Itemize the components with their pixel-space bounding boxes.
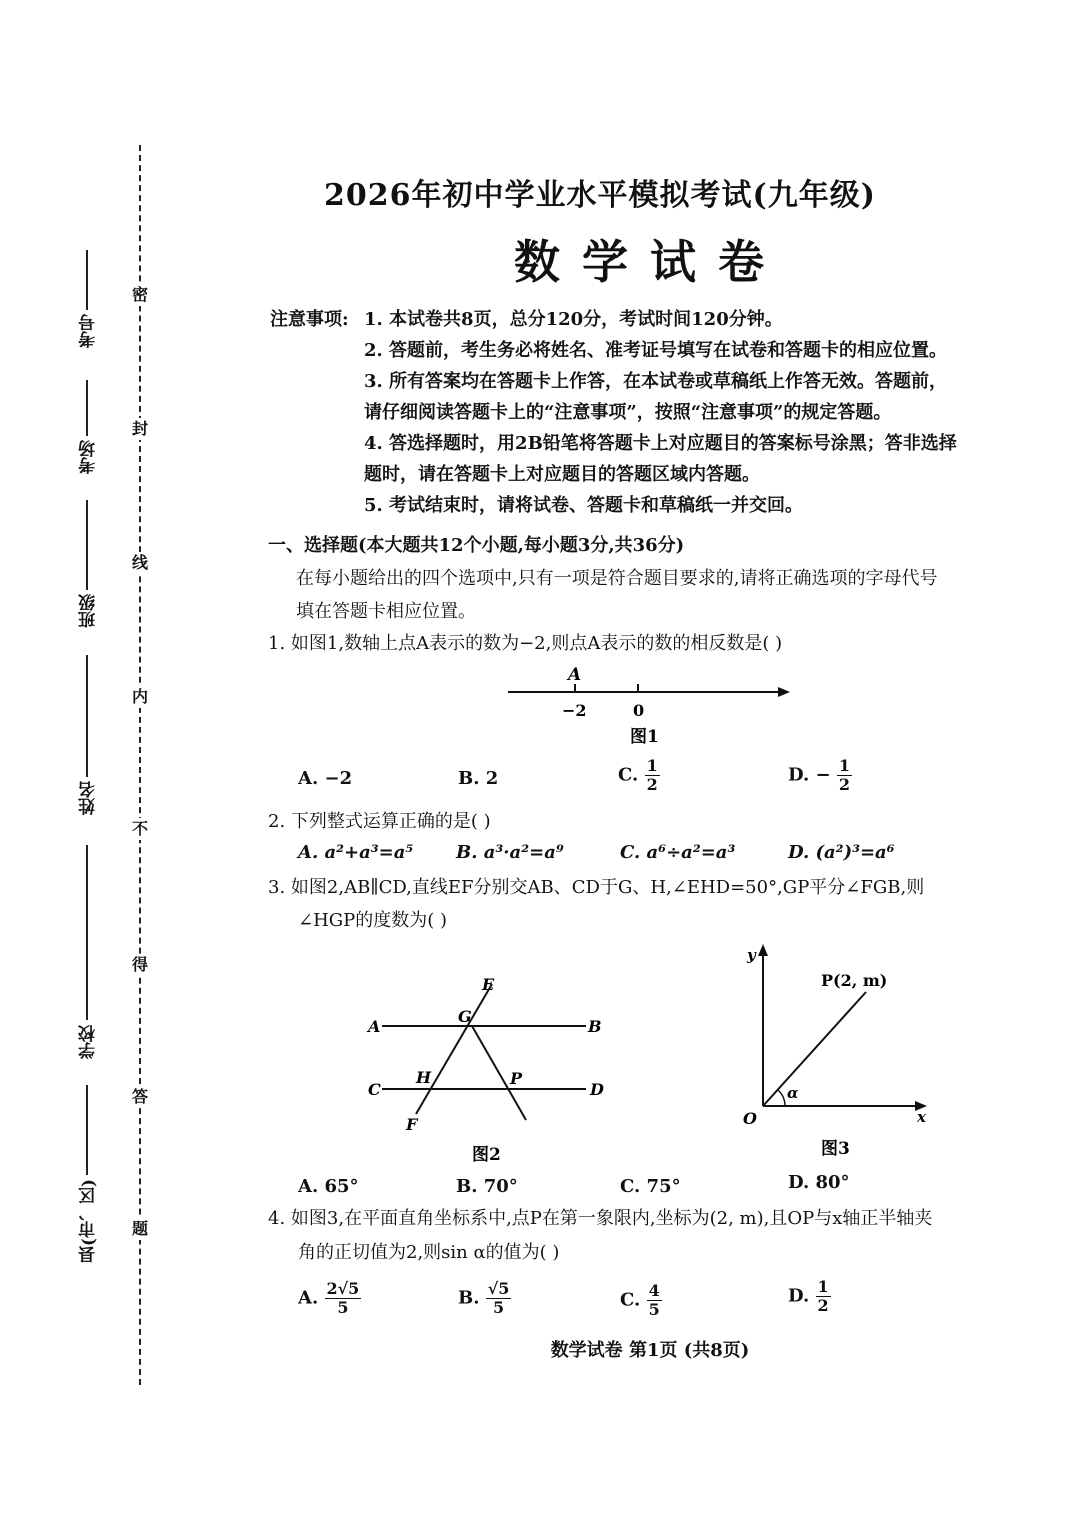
notice-item-3-cont: 请仔细阅读答题卡上的“注意事项”，按照“注意事项”的规定答题。	[364, 402, 892, 423]
q2-option-b[interactable]: B. a³·a²=a⁹	[456, 842, 564, 863]
fig2-label-d: D	[590, 1080, 604, 1099]
notice-label: 注意事项:	[270, 309, 349, 330]
fig3-label-p: P(2, m)	[821, 971, 888, 990]
q1-option-b[interactable]: B. 2	[458, 768, 499, 789]
page-footer: 数学试卷 第1页 (共8页)	[550, 1340, 750, 1361]
q1-option-c[interactable]: C. $\frac{1}{2}$	[618, 756, 658, 794]
q3-option-d[interactable]: D. 80°	[788, 1172, 850, 1193]
notice-item-2: 2. 答题前，考生务必将姓名、准考证号填写在试卷和答题卡的相应位置。	[364, 340, 948, 361]
seal-char-1: 密	[131, 285, 148, 304]
q3-option-a[interactable]: A. 65°	[298, 1176, 359, 1197]
q4-c-fraction: $\frac{4}{5}$	[648, 1281, 660, 1319]
q3-stem-line-1: 3. 如图2,AB∥CD,直线EF分别交AB、CD于G、H,∠EHD=50°,GP平分∠FGB,则	[268, 877, 925, 898]
fig1-caption: 图1	[630, 727, 659, 747]
q2-option-d[interactable]: D. (a²)³=a⁶	[788, 842, 895, 863]
q1-c-fraction: $\frac{1}{2}$	[646, 756, 658, 794]
notice-item-1: 1. 本试卷共8页，总分120分，考试时间120分钟。	[364, 309, 783, 330]
seal-char-3: 线	[131, 553, 148, 572]
class-field[interactable]: 班级	[58, 500, 108, 640]
q1-d-fraction: $\frac{1}{2}$	[838, 756, 851, 794]
q4-option-d[interactable]: D. $\frac{1}{2}$	[788, 1277, 829, 1315]
fig3-caption: 图3	[821, 1139, 850, 1159]
q4-b-fraction: $\frac{√5}{5}$	[487, 1279, 510, 1317]
q3-option-b[interactable]: B. 70°	[456, 1176, 518, 1197]
figure-3-coordinate-plane	[735, 938, 945, 1163]
q3-stem-line-2: ∠HGP的度数为( )	[298, 910, 448, 931]
notice-item-3: 3. 所有答案均在答题卡上作答，在本试卷或草稿纸上作答无效。答题前，	[364, 371, 948, 392]
figure-1-number-line	[500, 662, 800, 752]
q4-option-c[interactable]: C. $\frac{4}{5}$	[620, 1281, 660, 1319]
q4-a-fraction: $\frac{2√5}{5}$	[326, 1279, 360, 1317]
fig2-label-h: H	[416, 1068, 432, 1087]
fig2-label-e: E	[482, 975, 495, 994]
exam-room-field[interactable]: 考场	[58, 380, 108, 490]
exam-number-field[interactable]: 考号	[58, 250, 108, 360]
fig2-label-f: F	[406, 1115, 418, 1134]
notice-item-5: 5. 考试结束时，请将试卷、答题卡和草稿纸一并交回。	[364, 495, 804, 516]
q4-d-fraction: $\frac{1}{2}$	[817, 1277, 829, 1315]
q4-option-a[interactable]: A. $\frac{2√5}{5}$	[298, 1279, 360, 1317]
seal-char-8: 题	[131, 1219, 148, 1238]
seal-char-2: 封	[131, 419, 148, 438]
fig2-label-g: G	[458, 1007, 472, 1026]
fig2-label-p: P	[510, 1069, 523, 1088]
fig1-point-a: A	[568, 665, 582, 685]
figure-2-parallel-lines	[360, 970, 620, 1170]
name-field[interactable]: 姓名	[58, 655, 108, 830]
seal-dashed-line	[139, 145, 141, 1385]
fig1-tick-o: 0	[633, 701, 645, 720]
school-field[interactable]: 学校	[58, 845, 108, 1065]
q2-option-a[interactable]: A. a²+a³=a⁵	[298, 842, 414, 863]
paper-title: 数学试卷	[514, 235, 786, 289]
fig2-caption: 图2	[472, 1145, 501, 1165]
exam-title: 2026年初中学业水平模拟考试(九年级)	[324, 178, 876, 213]
fig3-label-x: x	[917, 1108, 926, 1126]
fig3-label-y: y	[747, 946, 756, 964]
fig2-label-a: A	[368, 1017, 381, 1036]
q2-option-c[interactable]: C. a⁶÷a²=a³	[620, 842, 736, 863]
q4-option-b[interactable]: B. $\frac{√5}{5}$	[458, 1279, 510, 1317]
section-instruction-2: 填在答题卡相应位置。	[296, 601, 476, 622]
fig1-tick-a: −2	[562, 701, 587, 720]
fig2-label-b: B	[588, 1017, 602, 1036]
q1-stem: 1. 如图1,数轴上点A表示的数为−2,则点A表示的数的相反数是( )	[268, 633, 783, 654]
seal-char-7: 答	[131, 1087, 148, 1106]
seal-char-4: 内	[131, 687, 148, 706]
fig2-label-c: C	[368, 1080, 381, 1099]
notice-item-4-cont: 题时，请在答题卡上对应题目的答题区域内答题。	[364, 464, 760, 485]
q1-option-a[interactable]: A. −2	[298, 768, 353, 789]
seal-char-6: 得	[131, 955, 148, 974]
county-field[interactable]: 县(市、区)	[58, 1085, 108, 1285]
q2-stem: 2. 下列整式运算正确的是( )	[268, 811, 491, 832]
section-instruction-1: 在每小题给出的四个选项中,只有一项是符合题目要求的,请将正确选项的字母代号	[296, 568, 938, 589]
q3-option-c[interactable]: C. 75°	[620, 1176, 681, 1197]
seal-char-5: 不	[131, 819, 148, 838]
section-heading: 一、选择题(本大题共12个小题,每小题3分,共36分)	[268, 535, 685, 556]
fig3-label-o: O	[743, 1109, 757, 1128]
q1-option-d[interactable]: D. − $\frac{1}{2}$	[788, 756, 851, 794]
q4-stem-line-1: 4. 如图3,在平面直角坐标系中,点P在第一象限内,坐标为(2, m),且OP与x轴正半轴夹	[268, 1208, 933, 1229]
notice-item-4: 4. 答选择题时，用2B铅笔将答题卡上对应题目的答案标号涂黑；答非选择	[364, 433, 957, 454]
q4-stem-line-2: 角的正切值为2,则sin α的值为( )	[298, 1242, 560, 1263]
fig3-label-alpha: α	[787, 1084, 799, 1102]
